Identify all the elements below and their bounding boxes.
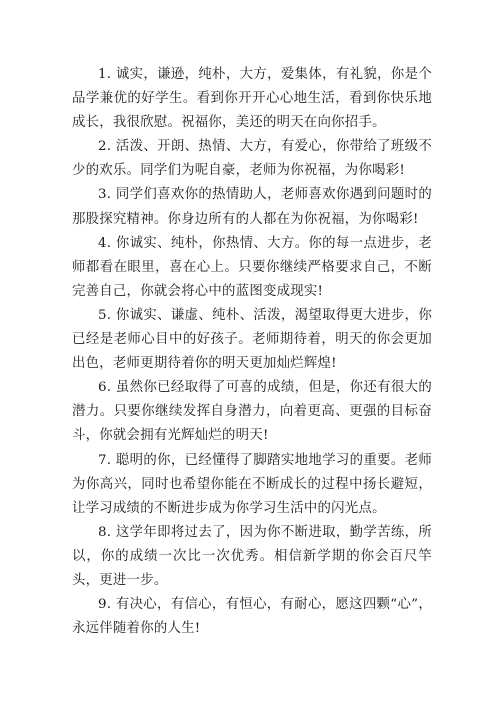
paragraph-2: 2. 活泼、开朗、热情、大方，有爱心，你带给了班级不少的欢乐。同学们为呢自豪，老师为你祝福，为你喝彩! — [72, 139, 432, 179]
paragraph-9: 9. 有决心，有信心，有恒心，有耐心，愿这四颗“心”，永远伴随着你的人生! — [72, 597, 432, 637]
paragraph-8: 8. 这学年即将过去了，因为你不断进取，勤学苦练，所以，你的成绩一次比一次优秀。相信新学期的你会百尺竿头，更进一步。 — [72, 524, 432, 588]
paragraph-3: 3. 同学们喜欢你的热情助人，老师喜欢你遇到问题时的那股探究精神。你身边所有的人都在为你祝福，为你喝彩! — [72, 187, 432, 227]
paragraph-1: 1. 诚实，谦逊，纯朴，大方，爱集体，有礼貌，你是个品学兼优的好学生。看到你开开心心地生活，看到你快乐地成长，我很欣慰。祝福你，美还的明天在向你招手。 — [72, 67, 432, 131]
paragraph-7: 7. 聪明的你，已经懂得了脚踏实地地学习的重要。老师为你高兴，同时也希望你能在不断成长的过程中扬长避短，让学习成绩的不断进步成为你学习生活中的闪光点。 — [72, 452, 432, 516]
paragraph-4: 4. 你诚实、纯朴，你热情、大方。你的每一点进步，老师都看在眼里，喜在心上。只要你继续严格要求自己，不断完善自己，你就会将心中的蓝图变成现实! — [72, 235, 432, 299]
paragraph-6: 6. 虽然你已经取得了可喜的成绩，但是，你还有很大的潜力。只要你继续发挥自身潜力，向着更高、更强的目标奋斗，你就会拥有光辉灿烂的明天! — [72, 380, 432, 444]
paragraph-5: 5. 你诚实、谦虚、纯朴、活泼，渴望取得更大进步，你已经是老师心目中的好孩子。老师期待着，明天的你会更加出色，老师更期待着你的明天更加灿烂辉煌! — [72, 307, 432, 372]
document-body — [72, 63, 432, 641]
